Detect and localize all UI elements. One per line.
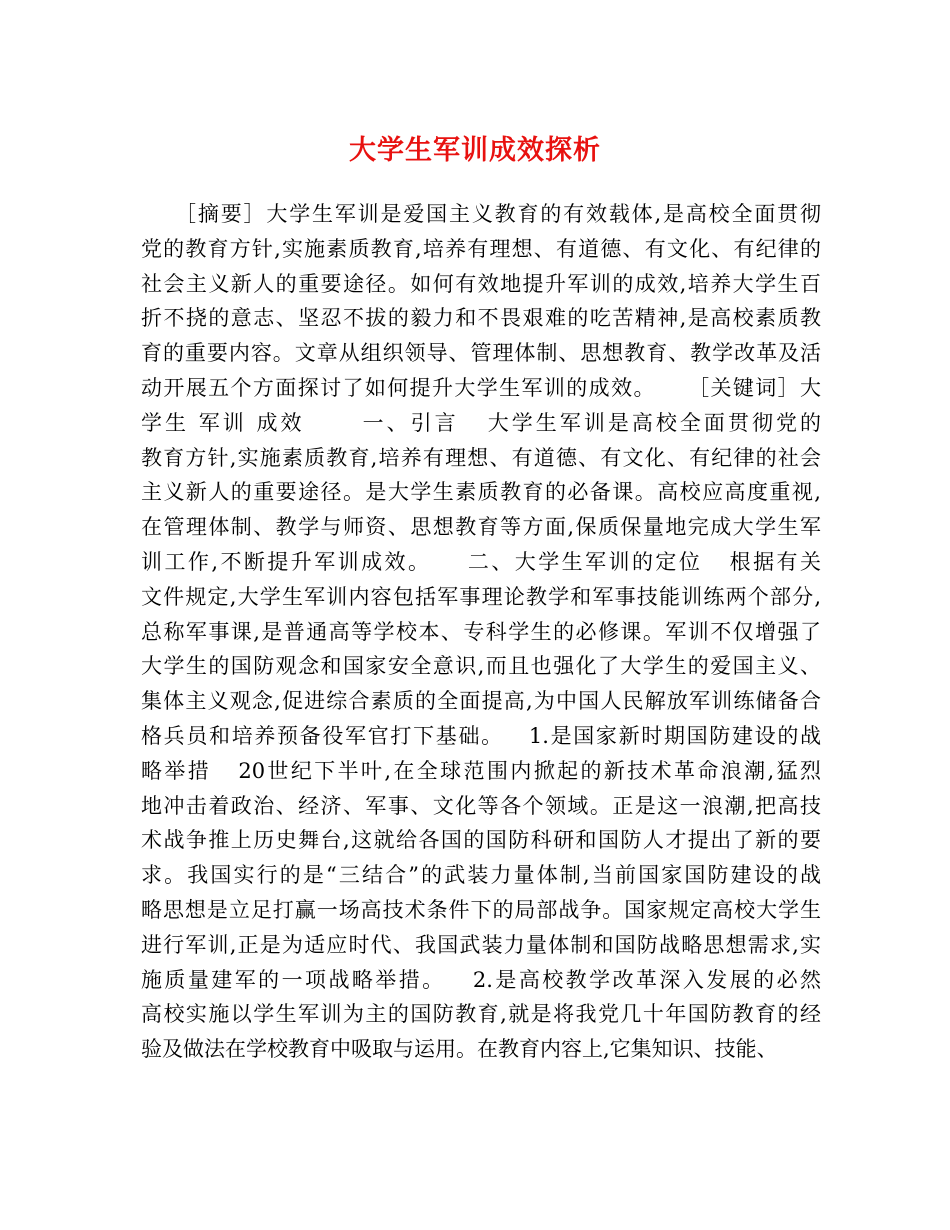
text-line: 文件规定,大学生军训内容包括军事理论教学和军事技能训练两个部分, xyxy=(141,584,821,609)
text-line: 教育方针,实施素质教育,培养有理想、有道德、有文化、有纪律的社会 xyxy=(141,445,821,470)
text-line: 在管理体制、教学与师资、思想教育等方面,保质保量地完成大学生军 xyxy=(141,515,821,540)
text-line: 术战争推上历史舞台,这就给各国的国防科研和国防人才提出了新的要 xyxy=(141,828,821,853)
text-line: 训工作,不断提升军训成效。 二、大学生军训的定位 根据有关 xyxy=(141,549,821,574)
text-line: ［摘要］大学生军训是爱国主义教育的有效载体,是高校全面贯彻 xyxy=(141,202,821,226)
text-line: 高校实施以学生军训为主的国防教育,就是将我党几十年国防教育的经 xyxy=(141,1002,821,1027)
document-title: 大学生军训成效探析 xyxy=(349,135,601,166)
text-line: 动开展五个方面探讨了如何提升大学生军训的成效。 ［关键词］大 xyxy=(141,375,821,400)
text-line: 略举措 20世纪下半叶,在全球范围内掀起的新技术革命浪潮,猛烈 xyxy=(141,758,821,783)
text-line: 育的重要内容。文章从组织领导、管理体制、思想教育、教学改革及活 xyxy=(141,341,821,366)
text-line: 主义新人的重要途径。是大学生素质教育的必备课。高校应高度重视, xyxy=(141,480,821,505)
text-line: 集体主义观念,促进综合素质的全面提高,为中国人民解放军训练储备合 xyxy=(141,689,821,714)
text-line: 大学生的国防观念和国家安全意识,而且也强化了大学生的爱国主义、 xyxy=(141,654,821,679)
text-line: 略思想是立足打赢一场高技术条件下的局部战争。国家规定高校大学生 xyxy=(141,897,821,922)
text-line: 施质量建军的一项战略举措。 2.是高校教学改革深入发展的必然 xyxy=(141,967,821,992)
text-line: 验及做法在学校教育中吸取与运用。在教育内容上,它集知识、技能、 xyxy=(141,1037,778,1062)
text-line: 社会主义新人的重要途径。如何有效地提升军训的成效,培养大学生百 xyxy=(141,271,821,296)
text-line: 地冲击着政治、经济、军事、文化等各个领域。正是这一浪潮,把高技 xyxy=(141,793,821,818)
text-line: 党的教育方针,实施素质教育,培养有理想、有道德、有文化、有纪律的 xyxy=(141,236,821,261)
text-line: 折不挠的意志、坚忍不拔的毅力和不畏艰难的吃苦精神,是高校素质教 xyxy=(141,306,821,331)
text-line: 学生 军训 成效 一、引言 大学生军训是高校全面贯彻党的 xyxy=(141,410,821,435)
text-line: 总称军事课,是普通高等学校本、专科学生的必修课。军训不仅增强了 xyxy=(141,619,821,644)
document-body xyxy=(141,197,821,1067)
text-line: 格兵员和培养预备役军官打下基础。 1.是国家新时期国防建设的战 xyxy=(141,723,821,748)
text-line: 求。我国实行的是“三结合”的武装力量体制,当前国家国防建设的战 xyxy=(141,863,821,888)
text-line: 进行军训,正是为适应时代、我国武装力量体制和国防战略思想需求,实 xyxy=(141,932,821,957)
